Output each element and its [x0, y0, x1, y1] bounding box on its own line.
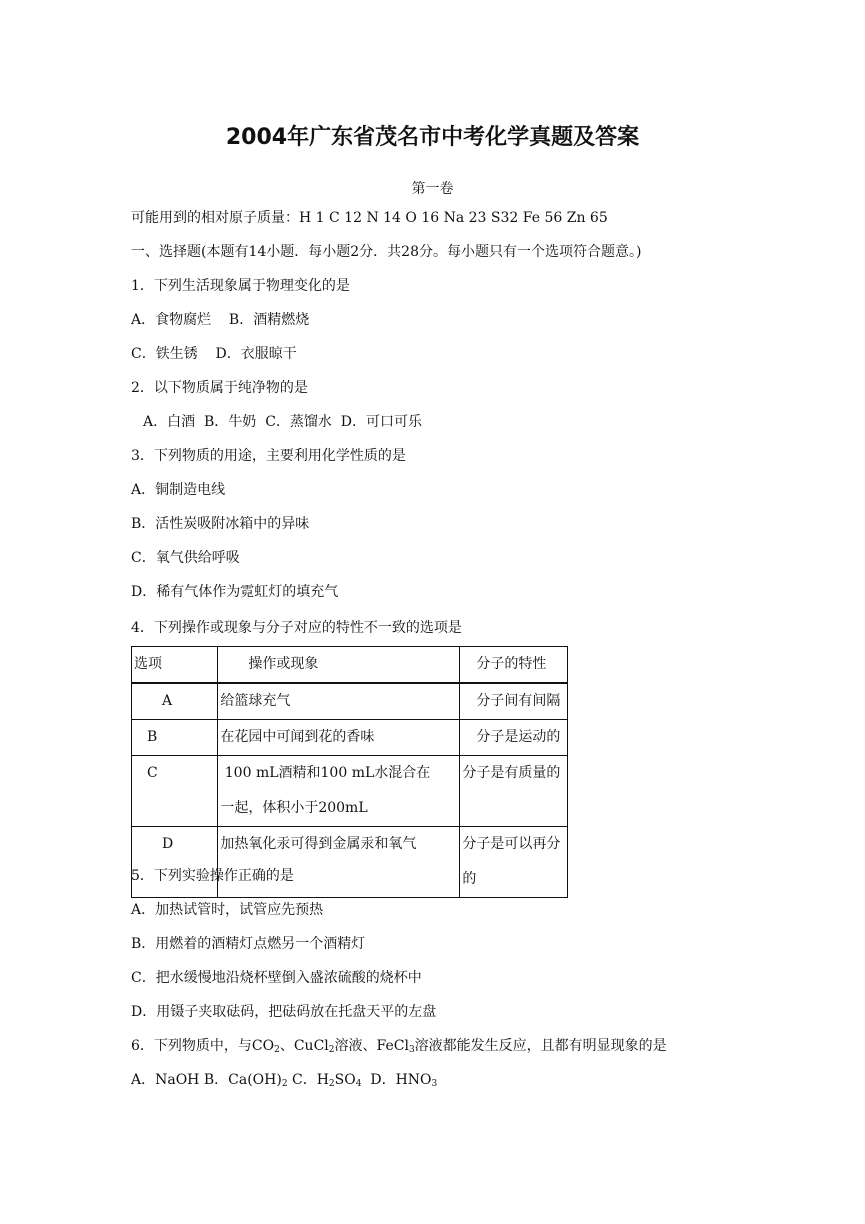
q4-stem: 4．下列操作或现象与分子对应的特性不一致的选项是 [131, 620, 462, 636]
q3-option-c: C．氧气供给呼吸 [131, 550, 240, 566]
row-operation-line1: 100 mL酒精和100 mL水混合在 [220, 765, 431, 781]
table-header-row [132, 647, 568, 684]
q3-stem: 3．下列物质的用途，主要利用化学性质的是 [131, 448, 406, 464]
q4-table [131, 646, 568, 898]
header-property: 分子的特性 [460, 647, 568, 684]
q2-options: A．白酒 B．牛奶 C．蒸馏水 D．可口可乐 [143, 414, 423, 430]
row-operation [218, 756, 460, 827]
atomic-masses-line: 可能用到的相对原子质量：H 1 C 12 N 14 O 16 Na 23 S32 Fe 56 Zn 65 [131, 210, 608, 226]
q1-stem: 1．下列生活现象属于物理变化的是 [131, 278, 350, 294]
row-operation: 给篮球充气 [218, 683, 460, 720]
q6-options: A．NaOH B．$Ca(OH)_2$ C．$H_2SO_4$ D．$HNO_3$ [131, 1072, 438, 1089]
header-operation: 操作或现象 [218, 647, 460, 684]
volume-heading: 第一卷 [411, 181, 454, 197]
row-option: A [132, 683, 218, 720]
row-property: 分子间有间隔 [460, 683, 568, 720]
row-property: 分子是运动的 [460, 720, 568, 756]
table-row [132, 756, 568, 827]
row-operation: 加热氧化汞可得到金属汞和氧气 [218, 827, 460, 898]
q1-options-ab: A．食物腐烂 B．酒精燃烧 [131, 312, 310, 328]
table-row [132, 720, 568, 756]
q3-option-b: B．活性炭吸附冰箱中的异味 [131, 516, 310, 532]
q5-option-b: B．用燃着的酒精灯点燃另一个酒精灯 [131, 936, 366, 952]
q1-options-cd: C．铁生锈 D．衣服晾干 [131, 346, 297, 362]
q5-option-c: C．把水缓慢地沿烧杯壁倒入盛浓硫酸的烧杯中 [131, 970, 422, 986]
table-row [132, 683, 568, 720]
row-property: 分子是可以再分的 [460, 827, 568, 898]
q5-option-d: D．用镊子夹取砝码，把砝码放在托盘天平的左盘 [131, 1004, 437, 1020]
q3-option-d: D．稀有气体作为霓虹灯的填充气 [131, 584, 339, 600]
q5-stem: 5．下列实验操作正确的是 [131, 868, 294, 884]
table-row [132, 827, 568, 898]
document-title: 2004年广东省茂名市中考化学真题及答案 [225, 125, 640, 150]
header-option: 选项 [132, 647, 218, 684]
row-option: D [132, 827, 218, 898]
row-operation: 在花园中可闻到花的香味 [218, 720, 460, 756]
row-option: C [132, 756, 218, 827]
row-property: 分子是有质量的 [460, 756, 568, 827]
q6-stem: 6．下列物质中，与$CO_2$、CuCl$_2$溶液、FeCl$_3$溶液都能发生反应，且都有明显现象的是 [131, 1038, 667, 1055]
row-operation-line2: 一起，体积小于200mL [220, 800, 368, 816]
section-heading: 一、选择题(本题有14小题．每小题2分．共28分。每小题只有一个选项符合题意。) [131, 244, 642, 260]
q5-option-a: A．加热试管时，试管应先预热 [131, 902, 324, 918]
row-option: B [132, 720, 218, 756]
q3-option-a: A．铜制造电线 [131, 482, 226, 498]
q2-stem: 2．以下物质属于纯净物的是 [131, 380, 308, 396]
